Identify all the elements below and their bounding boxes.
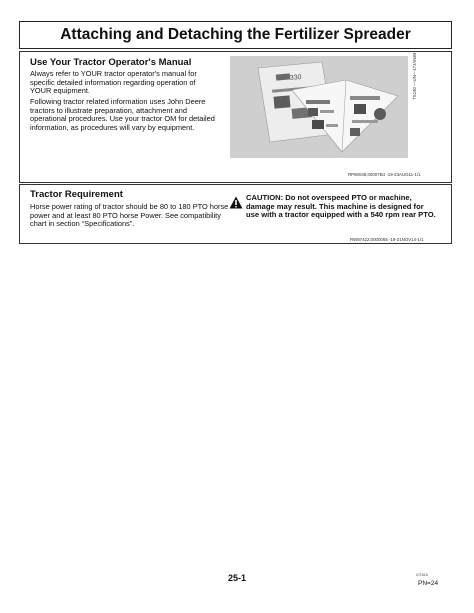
page-title: Attaching and Detaching the Fertilizer Spreader xyxy=(60,26,411,43)
section-heading-operators-manual: Use Your Tractor Operator's Manual xyxy=(30,57,192,68)
page-number: 25-1 xyxy=(227,573,246,583)
footer-pn: PN=24 xyxy=(418,580,439,587)
section-1-reference-code: RP80048,00007B4 -19-23AUG11-1/1 xyxy=(348,172,421,177)
title-box xyxy=(19,21,452,49)
footer-date-code: 071515 xyxy=(416,573,428,577)
photo-reference-label: TS190 —UN—17JAN89 xyxy=(412,52,417,100)
operators-manual-paragraph-1: Always refer to YOUR tractor operator's manual for specific detailed information regarding operation of YOUR equipment. xyxy=(30,69,197,96)
svg-text:330: 330 xyxy=(289,74,302,82)
operators-manual-illustration xyxy=(230,56,408,158)
section-heading-tractor-requirement: Tractor Requirement xyxy=(30,189,123,200)
operators-manual-paragraph-2: Following tractor related information uses John Deere tractors to illustrate preparation, attachment and operational procedures. Use your tractor OM for detailed information, as procedures will vary by equipment. xyxy=(30,97,215,132)
operators-manual-photo xyxy=(230,56,408,158)
section-2-reference-code: RW87422,0000065 -19-21NOV14-1/1 xyxy=(350,237,424,242)
warning-triangle-icon xyxy=(229,196,243,209)
caution-message: CAUTION: Do not overspeed PTO or machine, damage may result. This machine is designed for use with a tractor equipped with a 540 rpm rear PTO. xyxy=(246,193,436,220)
tractor-requirement-paragraph: Horse power rating of tractor should be 80 to 180 PTO horse power and at least 80 PTO horse Power. See compatibility chart in section “Specifications”. xyxy=(30,202,229,229)
